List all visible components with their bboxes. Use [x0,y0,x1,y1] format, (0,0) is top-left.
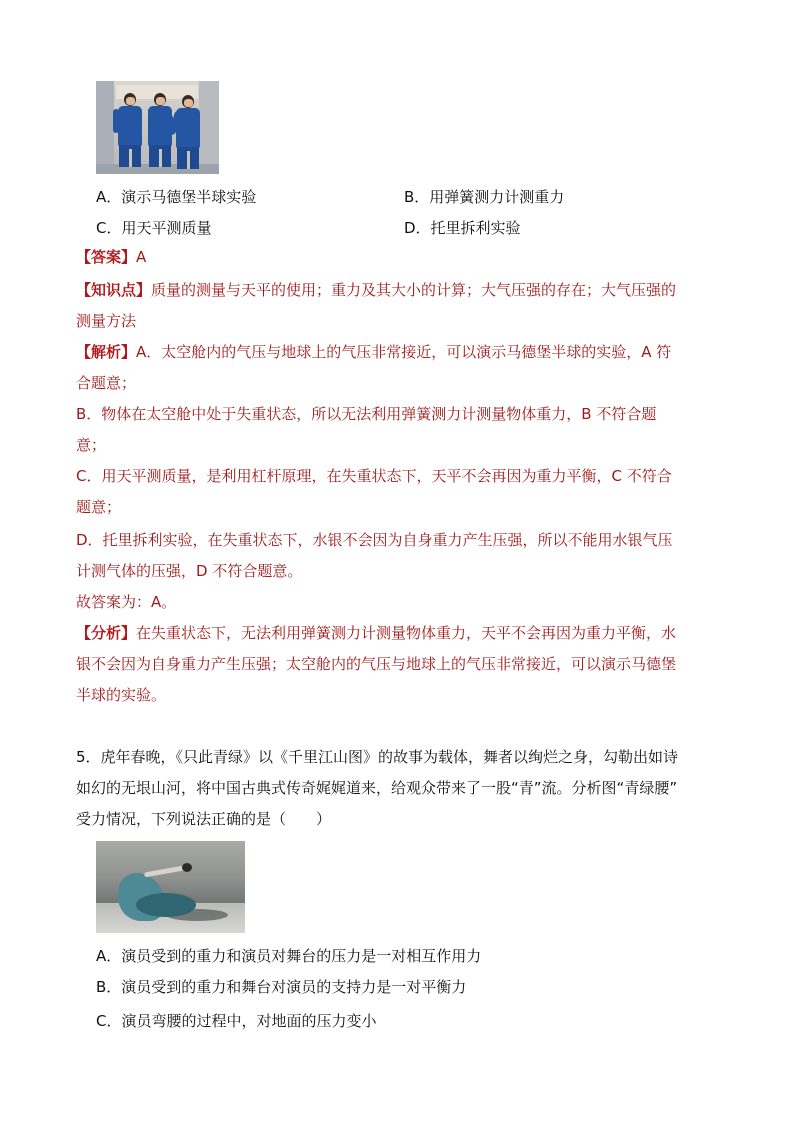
analysis-line-1: 【解析】A．太空舱内的气压与地球上的气压非常接近，可以演示马德堡半球的实验，A 符 [76,343,672,361]
knowledge-line-1: 【知识点】质量的测量与天平的使用；重力及其大小的计算；大气压强的存在；大气压强的 [76,281,677,299]
analysis-line-3: B．物体在太空舱中处于失重状态，所以无法利用弹簧测力计测量物体重力，B 不符合题 [76,405,657,423]
analysis-line-5: C．用天平测质量，是利用杠杆原理，在失重状态下，天平不会再因为重力平衡，C 不符合 [76,467,672,485]
q5-stem-line-1: 5．虎年春晚，《只此青绿》以《千里江山图》的故事为载体，舞者以绚烂之身，勾勒出如诗 [76,748,679,766]
astronauts-photo [96,81,219,174]
analysis-line-2: 合题意； [76,374,137,392]
answer-tag: 【答案】 [76,248,137,266]
q4-option-b: B．用弹簧测力计测重力 [404,188,565,206]
conclusion-line: 故答案为：A。 [76,593,177,611]
analysis-tag: 【解析】 [76,343,137,361]
review-line-3: 半球的实验。 [76,686,167,704]
answer-line [76,247,146,267]
review-line-1: 【分析】在失重状态下，无法利用弹簧测力计测量物体重力，天平不会再因为重力平衡，水 [76,624,677,642]
q5-stem-line-3: 受力情况，下列说法正确的是（ ） [76,810,332,828]
q5-option-a: A．演员受到的重力和演员对舞台的压力是一对相互作用力 [96,947,482,965]
q4-option-a: A．演示马德堡半球实验 [96,188,257,206]
analysis-line-8: 计测气体的压强，D 不符合题意。 [76,562,303,580]
answer-value: A [136,248,147,266]
review-line-2: 银不会因为自身重力产生压强；太空舱内的气压与地球上的气压非常接近，可以演示马德堡 [76,655,677,673]
analysis-line-6: 题意； [76,498,122,516]
knowledge-line-2: 测量方法 [76,312,137,330]
q5-option-b: B．演员受到的重力和舞台对演员的支持力是一对平衡力 [96,978,467,996]
analysis-line-4: 意； [76,436,107,454]
q4-option-d: D．托里拆利实验 [404,219,521,237]
analysis-line-7: D．托里拆利实验，在失重状态下，水银不会因为自身重力产生压强，所以不能用水银气压 [76,531,673,549]
q4-option-c: C．用天平测质量 [96,219,212,237]
q5-stem-line-2: 如幻的无垠山河，将中国古典式传奇娓娓道来，给观众带来了一股“青”流。分析图“青绿腰” [76,779,678,797]
knowledge-tag: 【知识点】 [76,281,152,299]
review-tag: 【分析】 [76,624,137,642]
dancer-photo [96,841,245,933]
q5-option-c: C．演员弯腰的过程中，对地面的压力变小 [96,1012,377,1030]
